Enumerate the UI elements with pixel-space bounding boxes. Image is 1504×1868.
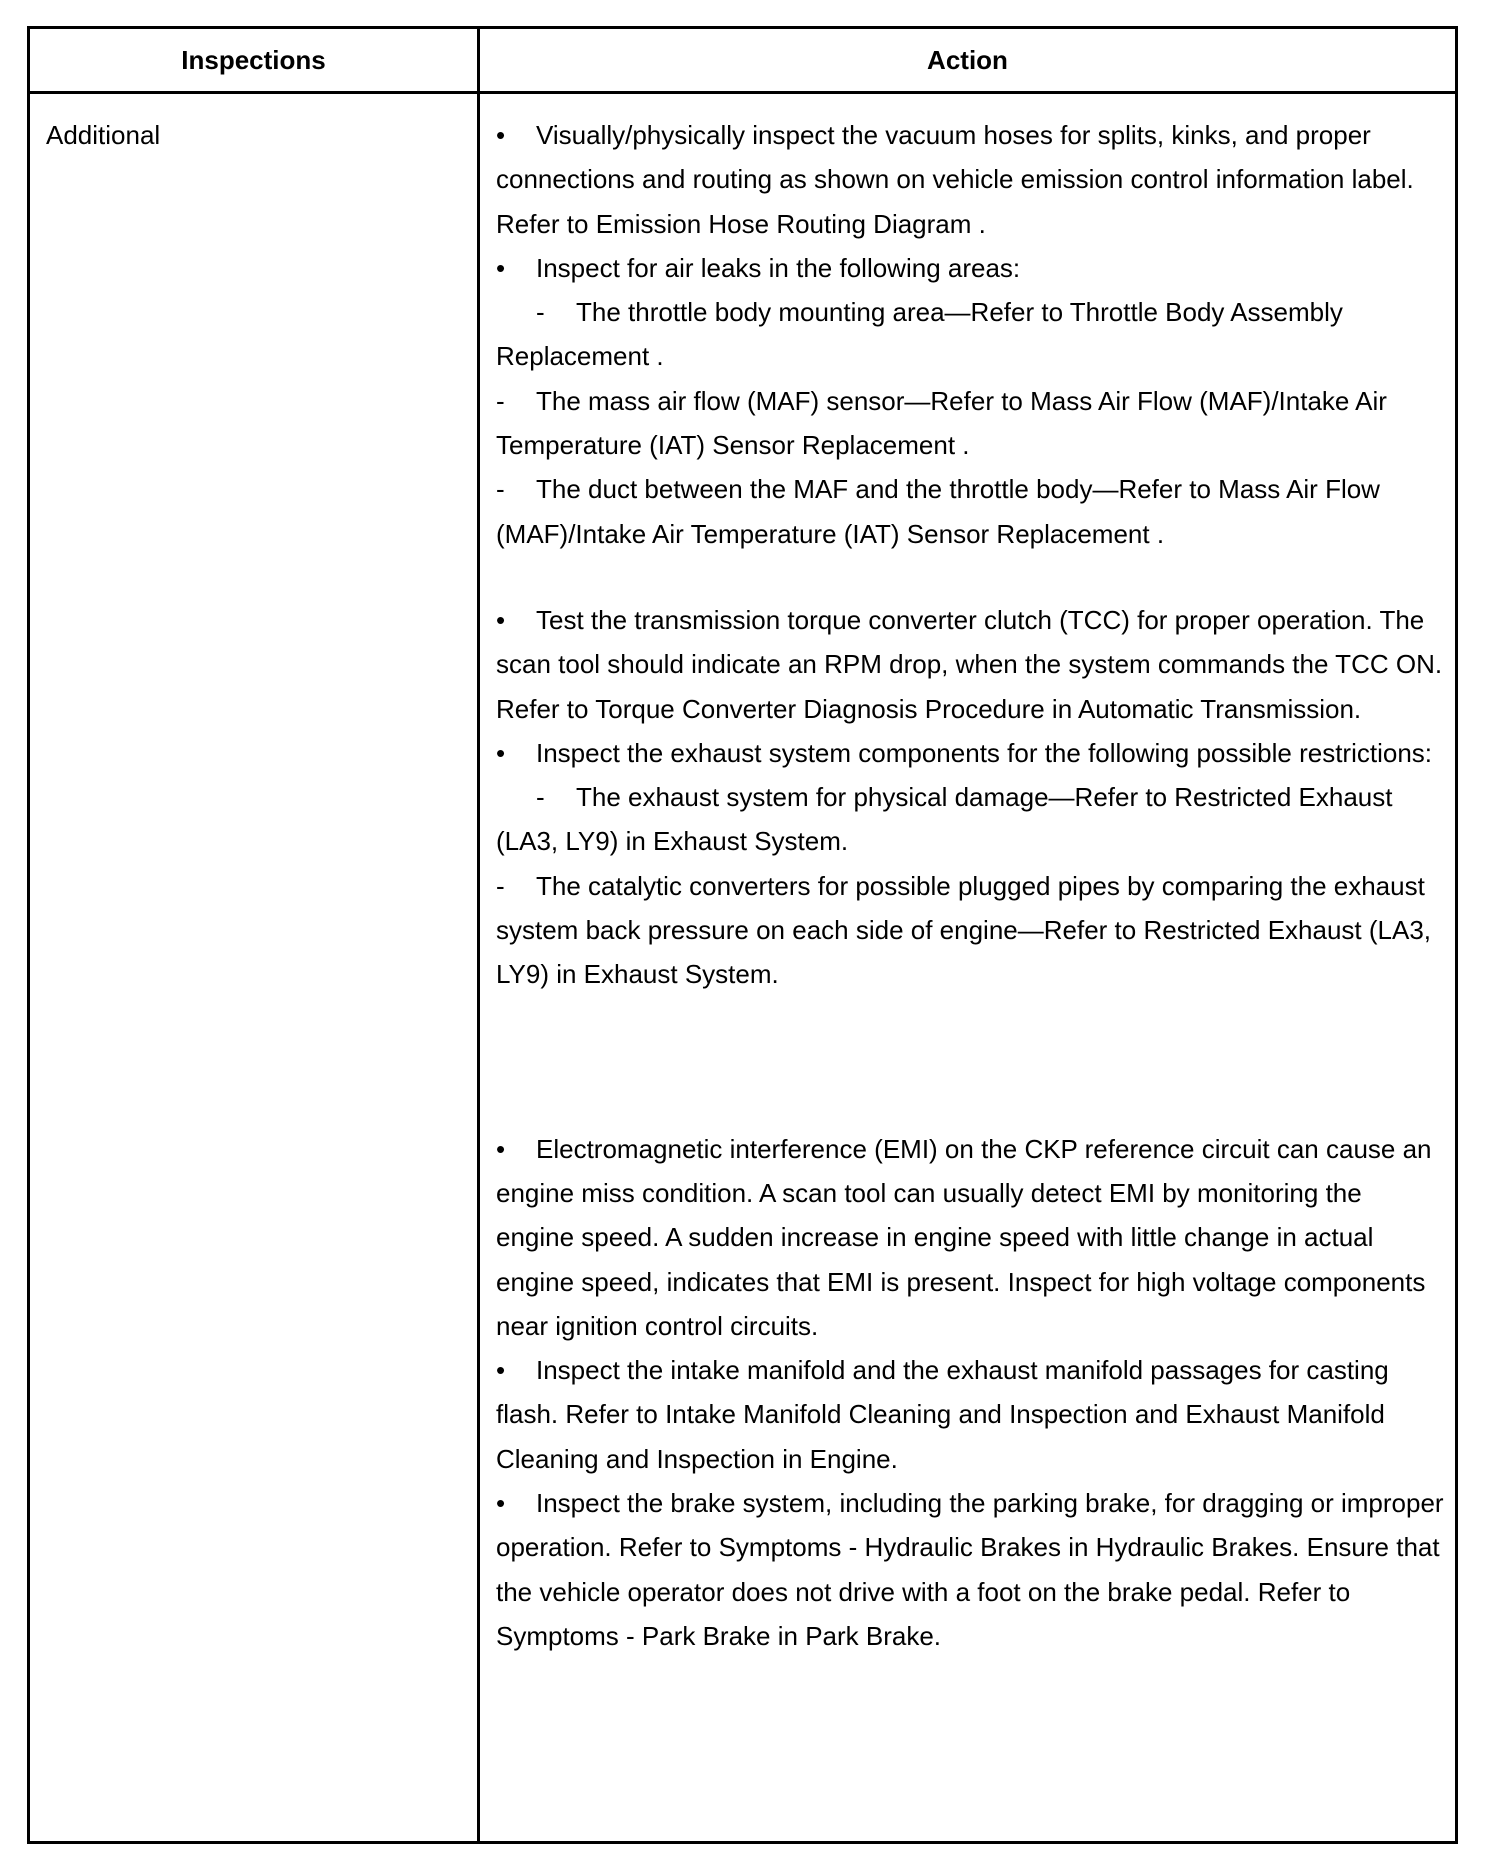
inspection-table: [27, 26, 1458, 1844]
dash-marker: -: [536, 782, 545, 813]
action-text: Visually/physically inspect the vacuum hoses for splits, kinks, and proper connections and routing as shown on vehicle emission control information label. Refer to Emission Hose Routing Diagram .: [496, 120, 1414, 239]
action-text: The mass air flow (MAF) sensor—Refer to Mass Air Flow (MAF)/Intake Air Temperature (IAT) Sensor Replacement .: [496, 385, 1387, 461]
action-text: Inspect the exhaust system components for the following possible restrictions:: [536, 737, 1432, 768]
inspection-cell: Additional: [46, 120, 161, 150]
bullet-marker: •: [496, 737, 506, 768]
bullet-marker: •: [496, 1133, 506, 1164]
action-subitem: [496, 379, 1446, 468]
dash-marker: -: [496, 870, 505, 901]
action-text: Inspect the intake manifold and the exhaust manifold passages for casting flash. Refer to Intake Manifold Cleaning and Inspection and Exhaust Manifold Cleaning and Inspection in Engine.: [496, 1355, 1389, 1474]
group-gap: [496, 556, 1446, 598]
header-action: Action: [927, 45, 1008, 75]
action-item: [496, 598, 1446, 731]
dash-marker: -: [496, 385, 505, 416]
bullet-marker: •: [496, 1488, 506, 1519]
action-item: [496, 1348, 1446, 1481]
action-text: The catalytic converters for possible plugged pipes by comparing the exhaust system back pressure on each side of engine—Refer to Restricted Exhaust (LA3, LY9) in Exhaust System.: [496, 870, 1432, 990]
action-item: [496, 731, 1446, 775]
action-text: The throttle body mounting area—Refer to Throttle Body Assembly Replacement .: [496, 297, 1343, 372]
action-subitem: [496, 864, 1446, 997]
column-divider: [477, 29, 480, 1841]
action-item: [496, 1127, 1446, 1348]
action-text: Electromagnetic interference (EMI) on the CKP reference circuit can cause an engine miss condition. A scan tool can usually detect EMI by monitoring the engine speed. A sudden increase in engine speed with little change in actual engine speed, indicates that EMI is present. Inspect for high voltage components near ignition control circuits.: [496, 1133, 1432, 1341]
group-gap: [496, 997, 1446, 1127]
header-inspections: Inspections: [181, 45, 326, 75]
bullet-marker: •: [496, 252, 506, 283]
dash-marker: -: [536, 297, 545, 328]
bullet-marker: •: [496, 1355, 506, 1386]
dash-marker: -: [496, 474, 505, 505]
header-rule: [30, 91, 1455, 94]
action-text: Inspect for air leaks in the following areas:: [536, 252, 1021, 283]
action-text: The duct between the MAF and the throttle body—Refer to Mass Air Flow (MAF)/Intake Air Temperature (IAT) Sensor Replacement .: [496, 474, 1380, 549]
action-item: [496, 1481, 1446, 1658]
bullet-marker: •: [496, 604, 506, 635]
action-subitem: [496, 290, 1446, 379]
action-item: [496, 246, 1446, 290]
action-cell: [496, 113, 1446, 1658]
action-subitem: [496, 775, 1446, 864]
bullet-marker: •: [496, 120, 506, 150]
action-text: Test the transmission torque converter clutch (TCC) for proper operation. The scan tool should indicate an RPM drop, when the system commands the TCC ON. Refer to Torque Converter Diagnosis Procedure in Automatic Transmission.: [496, 604, 1443, 724]
action-text: The exhaust system for physical damage—Refer to Restricted Exhaust (LA3, LY9) in Exhaust System.: [496, 782, 1393, 857]
action-item: [496, 113, 1446, 246]
action-subitem: [496, 467, 1446, 556]
action-text: Inspect the brake system, including the parking brake, for dragging or improper operation. Refer to Symptoms - Hydraulic Brakes in Hydraulic Brakes. Ensure that the vehicle operator does not drive with a foot on the brake pedal. Refer to Symptoms - Park Brake in Park Brake.: [496, 1488, 1444, 1651]
